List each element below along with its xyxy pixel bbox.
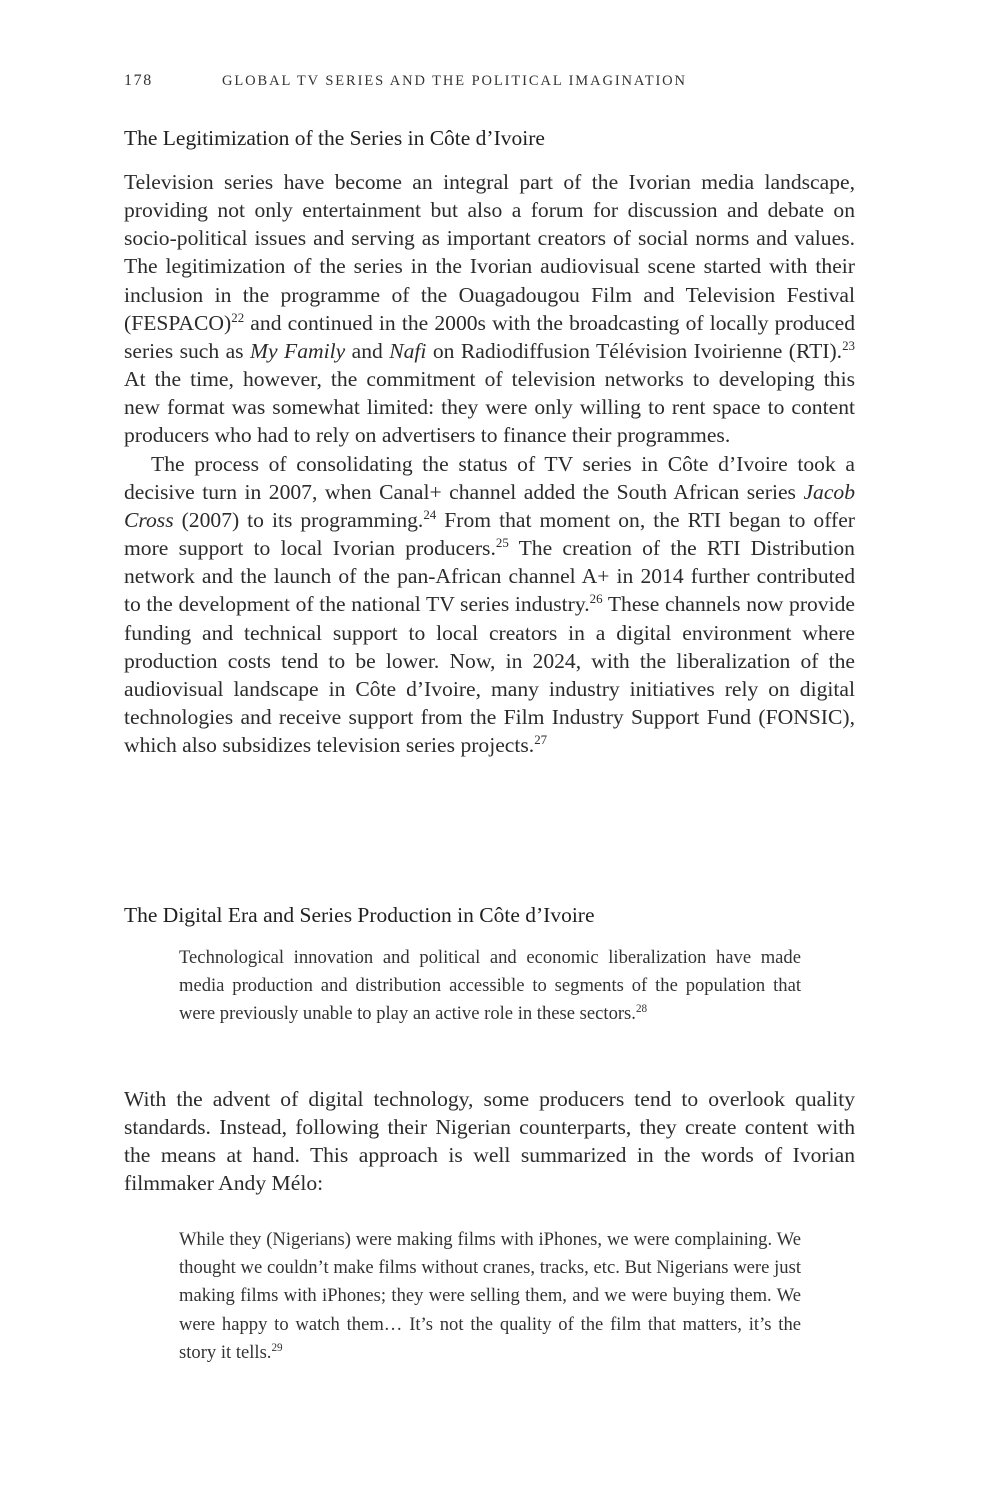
series-title: Nafi [389, 338, 427, 363]
block-quote [179, 1226, 801, 1367]
section-heading-legitimization: The Legitimization of the Series in Côte d’Ivoire [124, 126, 545, 150]
section-heading-digital-era: The Digital Era and Series Production in Côte d’Ivoire [124, 903, 595, 927]
paragraph [124, 168, 855, 450]
text-run: At the time, however, the commitment of television networks to developing this new format was somewhat limited: they were only willing to rent space to content producers who had to rely on advertisers to finance their programmes. [124, 367, 855, 448]
quote-text [179, 1226, 801, 1367]
footnote-ref[interactable]: 26 [589, 591, 603, 607]
text-run: While they (Nigerians) were making films with iPhones, we were complaining. We thought we couldn’t make films without cranes, tracks, etc. But Nigerians were just making films with iPhones; they were selling them, and we were buying them. We were happy to watch them… It’s not the quality of the film that matters, it’s the story it tells. [179, 1229, 801, 1363]
section-legitimization-body [124, 168, 855, 759]
paragraph [124, 450, 855, 760]
page-number: 178 [124, 72, 153, 89]
footnote-ref[interactable]: 27 [534, 731, 548, 747]
block-quote [179, 944, 801, 1029]
footnote-ref[interactable]: 25 [495, 534, 509, 550]
text-run: and [345, 338, 390, 363]
section-digital-era-body [124, 1085, 855, 1198]
footnote-ref[interactable]: 24 [423, 506, 437, 522]
text-run: and continued in the 2000s with the broadcasting of locally produced series such as [124, 310, 855, 363]
text-run: The process of consolidating the status of TV series in Côte d’Ivoire took a decisive turn in 2007, when Canal+ channel added the South African series [124, 451, 855, 504]
text-run: on Radiodiffusion Télévision Ivoirienne (RTI). [426, 338, 843, 363]
series-title: My Family [250, 338, 346, 363]
paragraph: With the advent of digital technology, some producers tend to overlook quality standards. Instead, following their Nigerian counterparts, they create content with the means at hand. This approach is well summarized in the words of Ivorian filmmaker Andy Mélo: [124, 1087, 855, 1196]
text-run: From that moment on, the RTI began to offer more support to local Ivorian producers. [124, 507, 855, 561]
text-run: Television series have become an integral part of the Ivorian media landscape, providing not only entertainment but also a forum for discussion and debate on socio-political issues and serving as important creators of social norms and values. The legitimization of the series in the Ivorian audiovisual scene started with their inclusion in the programme of the Ouagadougou Film and Television Festival (FESPACO) [124, 170, 855, 335]
quote-text [179, 944, 801, 1029]
text-run: These channels now provide funding and technical support to local creators in a digital environment where production costs tend to be lower. Now, in 2024, with the liberalization of the audiovisual landscape in Côte d’Ivoire, many industry initiatives rely on digital technologies and receive support from the Film Industry Support Fund (FONSIC), which also subsidizes television series projects. [124, 592, 855, 758]
footnote-ref[interactable]: 23 [842, 337, 856, 353]
text-run: (2007) to its programming. [173, 507, 424, 532]
series-title: Jacob Cross [124, 479, 855, 532]
text-run: Technological innovation and political and economic liberalization have made media production and distribution accessible to segments of the population that were previously unable to play an active role in these sectors. [179, 947, 801, 1025]
text-run: The creation of the RTI Distribution network and the launch of the pan-African channel A+ in 2014 further contributed to the development of the national TV series industry. [124, 536, 855, 617]
running-title: GLOBAL TV SERIES AND THE POLITICAL IMAGINATION [222, 73, 687, 89]
running-head [124, 72, 864, 90]
footnote-ref[interactable]: 29 [271, 1341, 283, 1354]
footnote-ref[interactable]: 22 [231, 309, 245, 325]
footnote-ref[interactable]: 28 [635, 1003, 648, 1016]
